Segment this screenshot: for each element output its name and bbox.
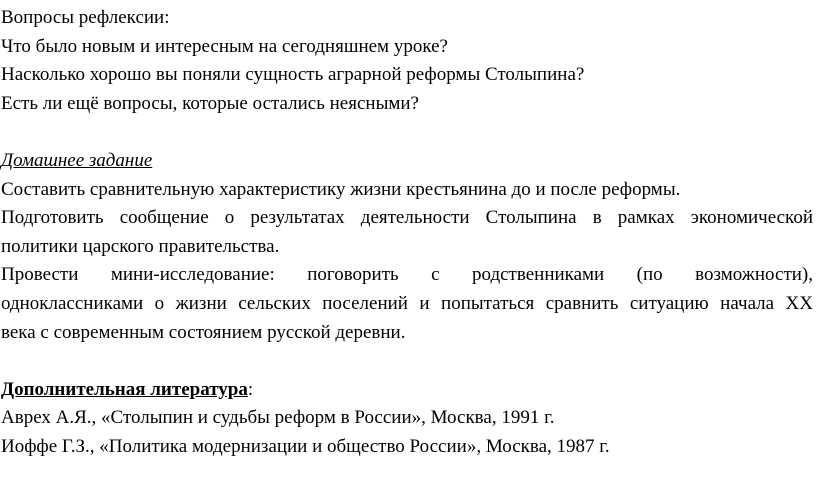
reflection-question: Есть ли ещё вопросы, которые остались неясными? xyxy=(1,92,419,114)
homework-task-comparison: Составить сравнительную характеристику жизни крестьянина до и после реформы. xyxy=(1,178,681,200)
literature-item: Иоффе Г.З., «Политика модернизации и общество России», Москва, 1987 г. xyxy=(1,435,610,457)
spacer xyxy=(1,118,813,147)
reflection-question: Что было новым и интересным на сегодняшнем уроке? xyxy=(1,35,448,57)
literature-section xyxy=(1,376,813,462)
homework-heading: Домашнее задание xyxy=(1,149,153,171)
literature-item: Аврех А.Я., «Столыпин и судьбы реформ в России», Москва, 1991 г. xyxy=(1,407,555,429)
homework-section xyxy=(1,147,813,347)
homework-task-research-line-2: одноклассниками о жизни сельских поселений и попытаться сравнить ситуацию начала XX xyxy=(1,292,813,314)
literature-heading-line xyxy=(1,376,813,405)
homework-task-report-line-2: политики царского правительства. xyxy=(1,235,280,257)
homework-task-report-line-1: Подготовить сообщение о результатах деятельности Столыпина в рамках экономической xyxy=(1,207,813,229)
homework-task-research-line-3: века с современным состоянием русской деревни. xyxy=(1,321,406,343)
homework-heading-line xyxy=(1,147,813,176)
literature-heading-colon: : xyxy=(247,378,254,400)
homework-task-research-line-1: Провести мини-исследование: поговорить с родственниками (по возможности), xyxy=(1,264,813,286)
literature-heading: Дополнительная литература xyxy=(1,378,248,400)
reflection-section xyxy=(1,4,813,118)
reflection-heading: Вопросы рефлексии: xyxy=(1,7,170,28)
spacer xyxy=(1,347,813,376)
reflection-question: Насколько хорошо вы поняли сущность аграрной реформы Столыпина? xyxy=(1,64,585,86)
